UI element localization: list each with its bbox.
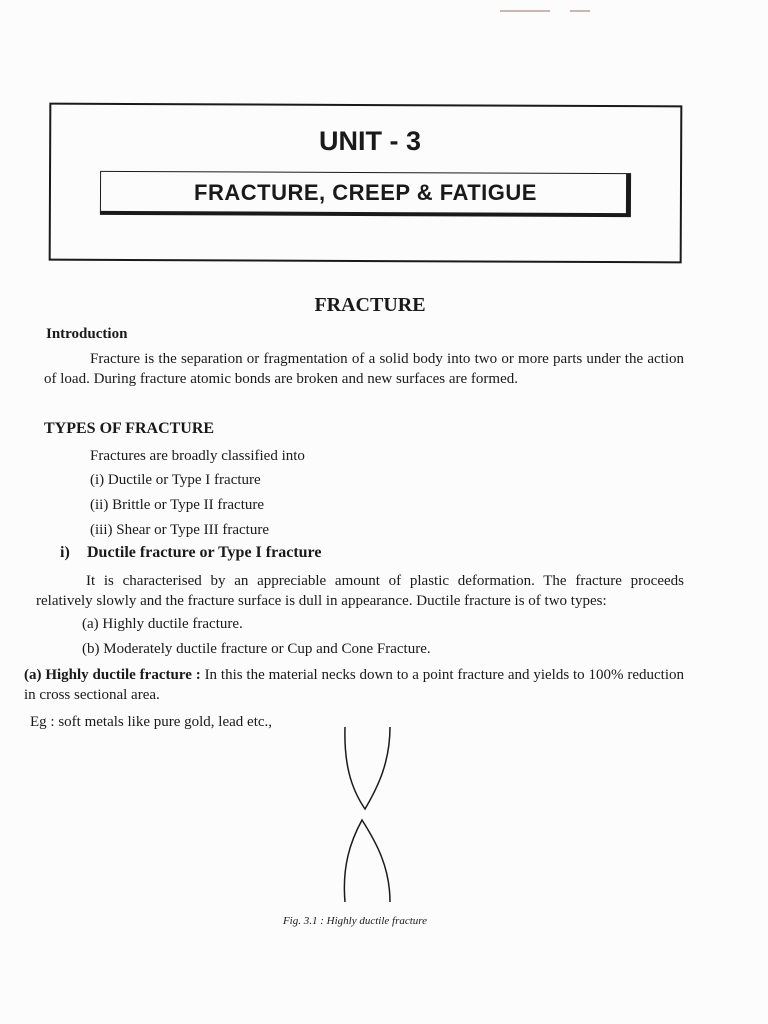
introduction-paragraph: Fracture is the separation or fragmentation of a solid body into two or more parts under the action of load. During fracture atomic bonds are broken and new surfaces are formed. — [44, 351, 684, 387]
example-text: Eg : soft metals like pure gold, lead etc., — [30, 714, 273, 730]
section-heading: FRACTURE — [314, 294, 426, 316]
figure-caption: Fig. 3.1 : Highly ductile fracture — [282, 915, 428, 927]
lower-necked-piece — [344, 820, 390, 902]
top-edge-mark — [500, 0, 590, 3]
highly-ductile-text: In this the material necks down to a point fracture and yields to 100% reduction in cross sectional area. — [24, 667, 685, 703]
types-intro: Fractures are broadly classified into — [90, 448, 305, 464]
ductile-type-item: (a) Highly ductile fracture. — [82, 616, 243, 632]
types-heading: TYPES OF FRACTURE — [44, 420, 215, 437]
chapter-title: FRACTURE, CREEP & FATIGUE — [194, 180, 537, 205]
highly-ductile-fracture-figure — [320, 722, 420, 907]
upper-necked-piece — [345, 727, 390, 809]
highly-ductile-label: (a) Highly ductile fracture : — [24, 667, 201, 683]
types-list-item: (i) Ductile or Type I fracture — [90, 472, 261, 488]
types-list-item: (ii) Brittle or Type II fracture — [90, 497, 265, 513]
ductile-heading: Ductile fracture or Type I fracture — [87, 544, 322, 561]
introduction-heading: Introduction — [46, 326, 128, 342]
ductile-type-item: (b) Moderately ductile fracture or Cup and Cone Fracture. — [82, 641, 431, 657]
highly-ductile-paragraph — [24, 665, 684, 705]
unit-title: UNIT - 3 — [318, 126, 421, 156]
types-list-item: (iii) Shear or Type III fracture — [90, 522, 270, 538]
ductile-paragraph: It is characterised by an appreciable amount of plastic deformation. The fracture proceeds relatively slowly and the fracture surface is dull in appearance. Ductile fracture is of two types: — [36, 573, 684, 609]
ductile-heading-number: i) — [60, 544, 70, 561]
